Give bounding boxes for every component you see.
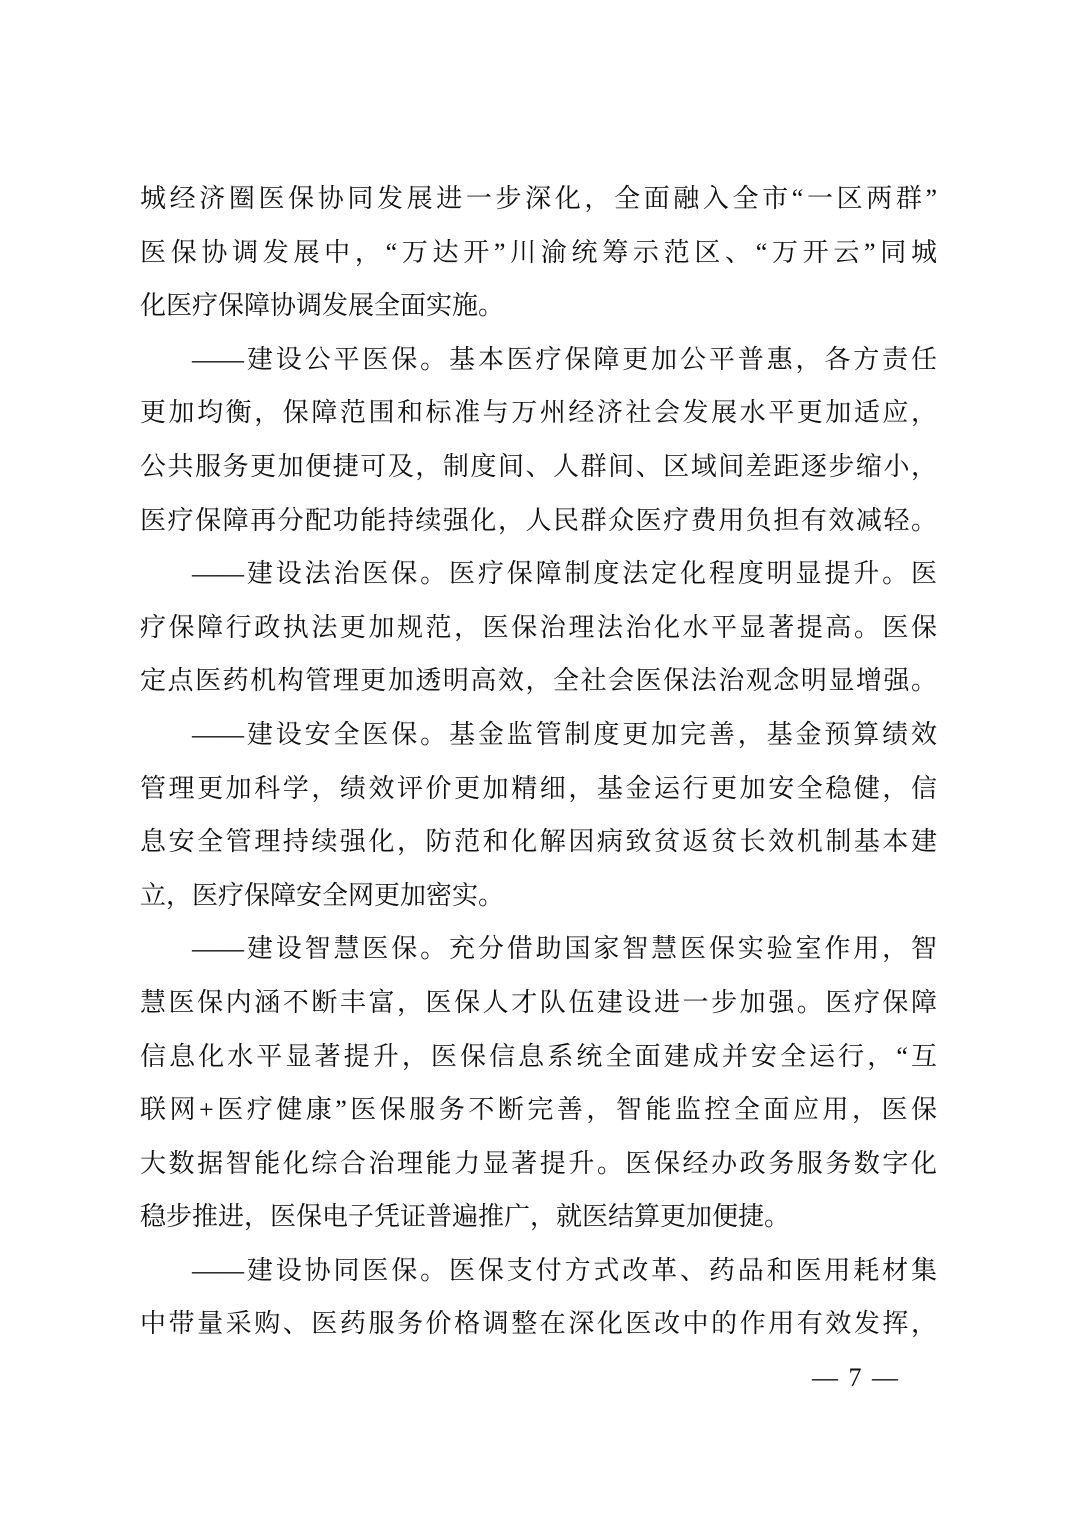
text-line: ——建设协同医保。医保支付方式改革、药品和医用耗材集	[192, 1255, 937, 1285]
document-body	[140, 172, 937, 1351]
text-line: 医保协调发展中，“万达开”川渝统筹示范区、“万开云”同城	[140, 237, 937, 267]
page-number: — 7 —	[812, 1363, 900, 1392]
paragraph	[140, 922, 937, 1244]
text-line: 慧医保内涵不断丰富，医保人才队伍建设进一步加强。医疗保障	[140, 987, 937, 1017]
text-line: 管理更加科学，绩效评价更加精细，基金运行更加安全稳健，信	[140, 773, 937, 803]
paragraph	[140, 172, 937, 333]
paragraph	[140, 333, 937, 547]
text-line: 定点医药机构管理更加透明高效，全社会医保法治观念明显增强。	[140, 666, 937, 696]
text-line: 息安全管理持续强化，防范和化解因病致贫返贫长效机制基本建	[140, 827, 937, 857]
text-line: 公共服务更加便捷可及，制度间、人群间、区域间差距逐步缩小，	[140, 451, 937, 481]
paragraph	[140, 547, 937, 708]
text-line: 信息化水平显著提升，医保信息系统全面建成并安全运行，“互	[140, 1041, 937, 1071]
text-line: ——建设法治医保。医疗保障制度法定化程度明显提升。医	[192, 559, 937, 589]
text-line: ——建设智慧医保。充分借助国家智慧医保实验室作用，智	[192, 934, 937, 964]
text-line: ——建设安全医保。基金监管制度更加完善，基金预算绩效	[192, 719, 937, 749]
text-line: 城经济圈医保协同发展进一步深化，全面融入全市“一区两群”	[140, 184, 937, 213]
text-line: ——建设公平医保。基本医疗保障更加公平普惠，各方责任	[192, 344, 937, 374]
text-line: 更加均衡，保障范围和标准与万州经济社会发展水平更加适应，	[140, 398, 937, 428]
paragraph	[140, 708, 937, 922]
text-line: 立，医疗保障安全网更加密实。	[140, 880, 505, 910]
text-line: 疗保障行政执法更加规范，医保治理法治化水平显著提高。医保	[140, 612, 937, 642]
paragraph	[140, 1244, 937, 1351]
text-line: 医疗保障再分配功能持续强化，人民群众医疗费用负担有效减轻。	[140, 505, 937, 535]
text-line: 联网+医疗健康”医保服务不断完善，智能监控全面应用，医保	[140, 1095, 937, 1125]
text-line: 化医疗保障协调发展全面实施。	[140, 291, 505, 321]
text-line: 稳步推进，医保电子凭证普遍推广，就医结算更加便捷。	[140, 1202, 791, 1232]
text-line: 大数据智能化综合治理能力显著提升。医保经办政务服务数字化	[140, 1148, 937, 1178]
text-line: 中带量采购、医药服务价格调整在深化医改中的作用有效发挥，	[140, 1309, 937, 1339]
